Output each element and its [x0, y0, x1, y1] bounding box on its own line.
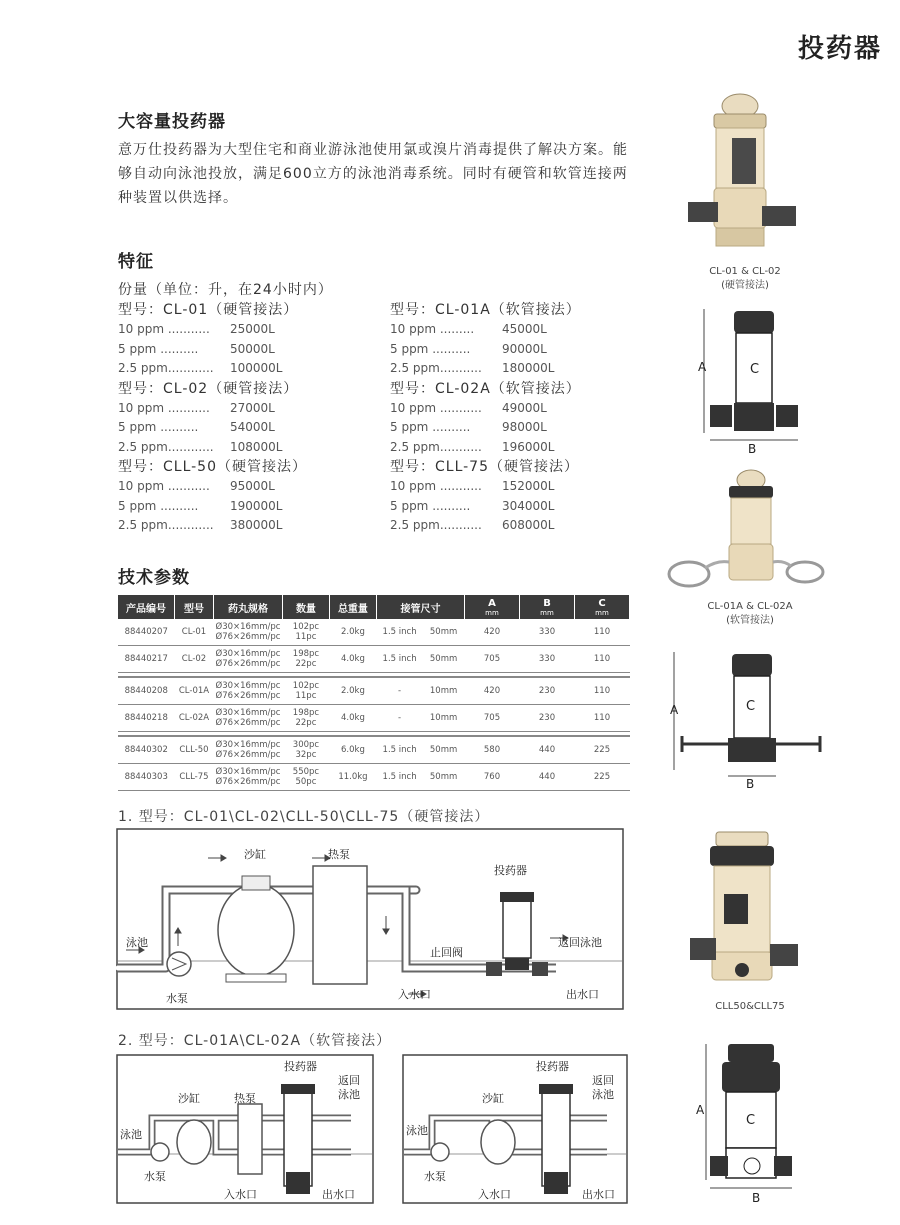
cell-text-c: 110: [593, 627, 611, 637]
table-cell-q1: [282, 705, 329, 732]
capacity-row: [118, 497, 388, 517]
ppm-label: 5 ppm ..........: [390, 420, 471, 434]
cell-text-weight: 6.0kg: [341, 745, 365, 755]
table-cell-model: [175, 646, 214, 673]
table-cell-pipe1: [376, 736, 422, 764]
lbl-return-1: 返回: [338, 1074, 360, 1087]
ppm-label: 2.5 ppm............: [118, 518, 214, 532]
lbl-sand: 沙缸: [178, 1092, 200, 1105]
model-heading: 型号：CL-01A（软管接法）: [390, 302, 581, 318]
cell-text-q1: 102pc: [292, 681, 320, 691]
dim-b: B: [748, 442, 757, 455]
cell-text-code: 88440303: [124, 772, 168, 782]
ppm-label: 2.5 ppm............: [118, 361, 214, 375]
intro-title: 大容量投药器: [118, 112, 226, 132]
sand-filter-icon: [177, 1120, 211, 1164]
caption-cl01: [690, 265, 800, 293]
ppm-label: 5 ppm ..........: [390, 341, 471, 356]
table-cell-pipe2: [423, 764, 465, 791]
lbl-sand: 沙缸: [482, 1092, 504, 1105]
cell-text-spec1: Ø30×16mm/pc: [215, 622, 281, 632]
table-cell-c: [575, 646, 630, 673]
dimension-drawing-cl01: [690, 305, 820, 455]
capacity-value: 95000L: [230, 479, 275, 493]
cell-text-b: 230: [538, 686, 556, 696]
lbl-sand: 沙缸: [244, 848, 266, 861]
cell-text-b: 230: [538, 713, 556, 723]
chlorinator-icon: [281, 1084, 315, 1194]
ppm-label: 2.5 ppm...........: [390, 518, 482, 532]
table-cell-b: [520, 646, 575, 673]
table-cell-b: [520, 677, 575, 705]
capacity-value: 100000L: [230, 361, 283, 375]
cell-text-code: 88440208: [124, 686, 168, 696]
diagram1-title: 1. 型号：CL-01\CL-02\CLL-50\CLL-75（硬管接法）: [118, 809, 490, 825]
cell-text-spec2: Ø76×26mm/pc: [215, 691, 281, 701]
table-cell-weight: [329, 619, 376, 646]
capacity-label: 份量（单位：升，在24小时内）: [118, 282, 333, 298]
lbl-pump: 水泵: [166, 992, 188, 1005]
cell-text-spec2: Ø76×26mm/pc: [215, 659, 281, 669]
cell-text-spec1: Ø30×16mm/pc: [215, 649, 281, 659]
table-cell-q1: [282, 646, 329, 673]
caption-cl01a: [690, 600, 810, 628]
caption-cl01a-line2: (软管接法): [726, 615, 774, 626]
cell-text-b: 440: [538, 745, 556, 755]
cell-text-pipe2: 50mm: [429, 745, 458, 755]
table-cell-code: [118, 619, 175, 646]
th-spec: 药丸规格: [214, 595, 283, 619]
table-cell-code: [118, 705, 175, 732]
cell-text-pipe2: 50mm: [429, 654, 458, 664]
cell-text-pipe1: 1.5 inch: [382, 654, 417, 664]
heat-pump-icon: [313, 866, 367, 984]
caption-cll50: CLL50&CLL75: [715, 1001, 785, 1012]
model-heading: 型号：CL-01（硬管接法）: [118, 302, 299, 318]
table-cell-model: [175, 677, 214, 705]
cell-text-a: 705: [483, 654, 501, 664]
th-code: 产品编号: [118, 595, 175, 619]
capacity-row: [390, 399, 640, 419]
ppm-label: 10 ppm ...........: [390, 479, 482, 493]
capacity-value: 49000L: [502, 400, 547, 415]
lbl-feeder: 投药器: [494, 864, 527, 877]
caption-cl01a-line1: CL-01A & CL-02A: [707, 601, 793, 612]
table-cell-weight: [329, 764, 376, 791]
table-cell-a: [465, 646, 520, 673]
table-cell-code: [118, 764, 175, 791]
cell-text-code: 88440217: [124, 654, 168, 664]
capacity-value: 98000L: [502, 420, 547, 434]
cell-text-weight: 2.0kg: [341, 686, 365, 696]
table-cell-spec1: [214, 705, 283, 732]
capacity-value: 180000L: [502, 361, 555, 375]
capacity-row: [390, 438, 640, 458]
lbl-return-2: 泳池: [338, 1088, 360, 1101]
cell-text-weight: 2.0kg: [341, 627, 365, 637]
dim-a: A: [670, 703, 679, 717]
dim-c: C: [750, 362, 760, 377]
cell-text-pipe2: 10mm: [429, 686, 458, 696]
cell-text-code: 88440207: [124, 627, 168, 637]
ppm-label: 2.5 ppm...........: [390, 439, 482, 454]
diagram2-title: 2. 型号：CL-01A\CL-02A（软管接法）: [118, 1033, 392, 1049]
dimension-drawing-cll50: [682, 1040, 822, 1205]
table-cell-b: [520, 764, 575, 791]
table-row: [118, 619, 630, 646]
cell-text-model: CL-01: [181, 627, 207, 637]
capacity-value: 50000L: [230, 341, 275, 356]
ppm-label: 5 ppm ..........: [390, 498, 471, 513]
table-cell-weight: [329, 736, 376, 764]
model-heading: 型号：CLL-50（硬管接法）: [118, 459, 307, 475]
dimension-drawing-cl01a: [668, 648, 833, 793]
cell-text-spec2: Ø76×26mm/pc: [215, 718, 281, 728]
th-pipe: 接管尺寸: [376, 595, 464, 619]
table-row: [118, 705, 630, 732]
table-cell-pipe1: [376, 646, 422, 673]
cell-text-q1: 102pc: [292, 622, 320, 632]
cell-text-weight: 4.0kg: [341, 713, 365, 723]
ppm-label: 10 ppm ...........: [118, 479, 210, 493]
lbl-pool: 泳池: [406, 1124, 428, 1137]
cell-text-q2: 50pc: [295, 777, 317, 787]
cell-text-a: 705: [483, 713, 501, 723]
table-cell-c: [575, 705, 630, 732]
cell-text-spec1: Ø30×16mm/pc: [215, 767, 281, 777]
lbl-return-1: 返回: [592, 1074, 614, 1087]
model-heading: 型号：CLL-75（硬管接法）: [390, 459, 579, 475]
lbl-outlet: 出水口: [566, 988, 599, 1001]
heat-pump-icon: [238, 1104, 262, 1174]
table-cell-spec1: [214, 619, 283, 646]
capacity-row: [390, 516, 640, 536]
lbl-heat: 热泵: [234, 1092, 256, 1105]
cell-text-q1: 300pc: [292, 740, 320, 750]
capacity-row: [390, 340, 640, 360]
chlorinator-icon: [539, 1084, 573, 1194]
capacity-value: 380000L: [230, 518, 283, 532]
cell-text-q2: 22pc: [295, 659, 317, 669]
capacity-row: [118, 320, 388, 340]
tech-header-row: [118, 595, 630, 619]
lbl-feeder: 投药器: [536, 1060, 569, 1073]
table-cell-model: [175, 736, 214, 764]
capacity-value: 190000L: [230, 498, 283, 513]
capacity-row: [118, 438, 388, 458]
tech-title: 技术参数: [118, 568, 190, 588]
cell-text-pipe1: -: [398, 686, 402, 696]
cell-text-pipe1: 1.5 inch: [382, 627, 417, 637]
table-cell-spec1: [214, 736, 283, 764]
dim-a: A: [698, 360, 707, 374]
cell-text-c: 110: [593, 713, 611, 723]
ppm-label: 5 ppm ..........: [118, 341, 199, 356]
capacity-value: 108000L: [230, 439, 283, 454]
lbl-inlet: 入水口: [398, 988, 431, 1001]
th-b: B mm: [520, 595, 575, 619]
lbl-outlet: 出水口: [582, 1188, 615, 1201]
soft-pipe-diagram-1: [116, 1054, 374, 1204]
table-cell-q1: [282, 677, 329, 705]
table-cell-c: [575, 619, 630, 646]
lbl-return-2: 泳池: [592, 1088, 614, 1101]
capacity-value: 25000L: [230, 322, 275, 336]
table-cell-spec1: [214, 646, 283, 673]
capacity-value: 152000L: [502, 479, 555, 493]
intro-body: 意万仕投药器为大型住宅和商业游泳池使用氯或溴片消毒提供了解决方案。能够自动向泳池投放，满足600立方的泳池消毒系统。同时有硬管和软管连接两种装置以供选择。: [118, 142, 628, 206]
cell-text-pipe1: 1.5 inch: [382, 745, 417, 755]
cell-text-c: 110: [593, 654, 611, 664]
lbl-inlet: 入水口: [224, 1188, 257, 1201]
table-cell-pipe2: [423, 646, 465, 673]
lbl-pump: 水泵: [144, 1170, 166, 1183]
table-row: [118, 736, 630, 764]
cell-text-pipe1: 1.5 inch: [382, 772, 417, 782]
cell-text-code: 88440302: [124, 745, 168, 755]
cell-text-spec1: Ø30×16mm/pc: [215, 708, 281, 718]
capacity-row: [118, 418, 388, 438]
capacity-row: [118, 340, 388, 360]
hard-pipe-diagram: [116, 828, 624, 1010]
cell-text-spec2: Ø76×26mm/pc: [215, 777, 281, 787]
dim-a: A: [696, 1103, 705, 1117]
table-cell-pipe2: [423, 619, 465, 646]
capacity-row: [118, 516, 388, 536]
cell-text-c: 225: [593, 772, 611, 782]
cell-text-a: 760: [483, 772, 501, 782]
table-cell-code: [118, 736, 175, 764]
table-cell-a: [465, 705, 520, 732]
soft-pipe-diagram-2: [402, 1054, 628, 1204]
pump-icon: [431, 1143, 449, 1161]
ppm-label: 10 ppm ...........: [118, 400, 210, 415]
lbl-pool: 泳池: [126, 936, 148, 949]
capacity-value: 45000L: [502, 322, 547, 336]
table-cell-spec1: [214, 677, 283, 705]
table-cell-b: [520, 619, 575, 646]
table-cell-pipe1: [376, 677, 422, 705]
product-photo-cl01a: [665, 462, 835, 592]
cell-text-model: CLL-50: [179, 745, 209, 755]
cell-text-spec2: Ø76×26mm/pc: [215, 750, 281, 760]
lbl-pool: 泳池: [120, 1128, 142, 1141]
model-heading: 型号：CL-02A（软管接法）: [390, 380, 581, 397]
cell-text-q2: 32pc: [295, 750, 317, 760]
table-cell-q1: [282, 619, 329, 646]
cell-text-q1: 198pc: [292, 708, 320, 718]
table-cell-q1: [282, 764, 329, 791]
dim-c: C: [746, 699, 756, 714]
lbl-outlet: 出水口: [322, 1188, 355, 1201]
table-row: [118, 646, 630, 673]
cell-text-q1: 198pc: [292, 649, 320, 659]
capacity-row: [118, 477, 388, 497]
capacity-value: 304000L: [502, 498, 555, 513]
table-cell-pipe1: [376, 705, 422, 732]
caption-cl01-line2: (硬管接法): [721, 280, 769, 291]
capacity-row: [118, 399, 388, 419]
dim-b: B: [752, 1191, 761, 1205]
cell-text-q2: 22pc: [295, 718, 317, 728]
features-title: 特征: [118, 252, 154, 272]
cell-text-spec1: Ø30×16mm/pc: [215, 740, 281, 750]
table-cell-model: [175, 619, 214, 646]
th-weight: 总重量: [329, 595, 376, 619]
ppm-label: 10 ppm .........: [390, 322, 475, 336]
cell-text-weight: 4.0kg: [341, 654, 365, 664]
capacity-row: [118, 359, 388, 379]
capacity-row: [390, 497, 640, 517]
dim-b: B: [746, 777, 755, 791]
cell-text-model: CLL-75: [179, 772, 209, 782]
table-cell-a: [465, 764, 520, 791]
ppm-label: 10 ppm ...........: [390, 400, 482, 415]
cell-text-a: 580: [483, 745, 501, 755]
lbl-feeder: 投药器: [284, 1060, 317, 1073]
cell-text-a: 420: [483, 627, 501, 637]
th-c: C mm: [575, 595, 630, 619]
th-a: A mm: [465, 595, 520, 619]
table-cell-c: [575, 736, 630, 764]
capacity-value: 27000L: [230, 400, 275, 415]
table-cell-b: [520, 705, 575, 732]
capacity-row: [390, 418, 640, 438]
page-title: 投药器: [797, 34, 882, 64]
table-cell-code: [118, 646, 175, 673]
product-photo-cl01: [680, 88, 810, 258]
cell-text-b: 440: [538, 772, 556, 782]
caption-cl01-line1: CL-01 & CL-02: [709, 266, 781, 277]
table-cell-model: [175, 764, 214, 791]
lbl-pump: 水泵: [424, 1170, 446, 1183]
cell-text-weight: 11.0kg: [338, 772, 368, 782]
spec-column-left: [118, 300, 388, 536]
table-row: [118, 677, 630, 705]
cell-text-pipe2: 50mm: [429, 627, 458, 637]
table-cell-q1: [282, 736, 329, 764]
pump-icon: [167, 952, 191, 976]
cell-text-pipe2: 50mm: [429, 772, 458, 782]
model-heading: 型号：CL-02（硬管接法）: [118, 380, 299, 397]
table-cell-weight: [329, 705, 376, 732]
table-cell-weight: [329, 677, 376, 705]
table-cell-weight: [329, 646, 376, 673]
table-cell-pipe1: [376, 764, 422, 791]
table-cell-code: [118, 677, 175, 705]
capacity-value: 196000L: [502, 439, 555, 454]
capacity-row: [390, 477, 640, 497]
table-cell-a: [465, 619, 520, 646]
cell-text-b: 330: [538, 627, 556, 637]
table-cell-c: [575, 677, 630, 705]
table-cell-a: [465, 677, 520, 705]
cell-text-q2: 11pc: [295, 691, 317, 701]
table-cell-model: [175, 705, 214, 732]
cell-text-pipe2: 10mm: [429, 713, 458, 723]
table-cell-c: [575, 764, 630, 791]
lbl-inlet: 入水口: [478, 1188, 511, 1201]
capacity-row: [390, 359, 640, 379]
capacity-row: [390, 320, 640, 340]
ppm-label: 2.5 ppm............: [118, 439, 214, 454]
capacity-value: 608000L: [502, 518, 555, 532]
sand-filter-icon: [481, 1120, 515, 1164]
cell-text-model: CL-01A: [178, 686, 210, 696]
ppm-label: 5 ppm ..........: [118, 420, 199, 434]
cell-text-model: CL-02A: [178, 713, 210, 723]
lbl-return: 返回泳池: [558, 936, 602, 949]
cell-text-c: 110: [593, 686, 611, 696]
table-cell-spec1: [214, 764, 283, 791]
ppm-label: 2.5 ppm...........: [390, 361, 482, 375]
product-photo-cll50: [686, 828, 806, 988]
cell-text-model: CL-02: [181, 654, 207, 664]
table-cell-a: [465, 736, 520, 764]
cell-text-b: 330: [538, 654, 556, 664]
table-cell-pipe2: [423, 677, 465, 705]
spec-column-right: [390, 300, 640, 536]
cell-text-a: 420: [483, 686, 501, 696]
table-cell-pipe2: [423, 705, 465, 732]
cell-text-code: 88440218: [124, 713, 168, 723]
table-cell-pipe1: [376, 619, 422, 646]
lbl-heat: 热泵: [328, 848, 350, 861]
cell-text-q2: 11pc: [295, 632, 317, 642]
tech-table: [118, 595, 630, 791]
table-row: [118, 764, 630, 791]
th-model: 型号: [175, 595, 214, 619]
cell-text-q1: 550pc: [292, 767, 320, 777]
capacity-value: 54000L: [230, 420, 275, 434]
ppm-label: 5 ppm ..........: [118, 498, 199, 513]
ppm-label: 10 ppm ...........: [118, 322, 210, 336]
lbl-check: 止回阀: [430, 946, 463, 959]
cell-text-c: 225: [593, 745, 611, 755]
cell-text-spec2: Ø76×26mm/pc: [215, 632, 281, 642]
dim-c: C: [746, 1113, 756, 1128]
th-qty: 数量: [282, 595, 329, 619]
table-cell-pipe2: [423, 736, 465, 764]
pump-icon: [151, 1143, 169, 1161]
table-cell-b: [520, 736, 575, 764]
cell-text-pipe1: -: [398, 713, 402, 723]
cell-text-spec1: Ø30×16mm/pc: [215, 681, 281, 691]
capacity-value: 90000L: [502, 341, 547, 356]
